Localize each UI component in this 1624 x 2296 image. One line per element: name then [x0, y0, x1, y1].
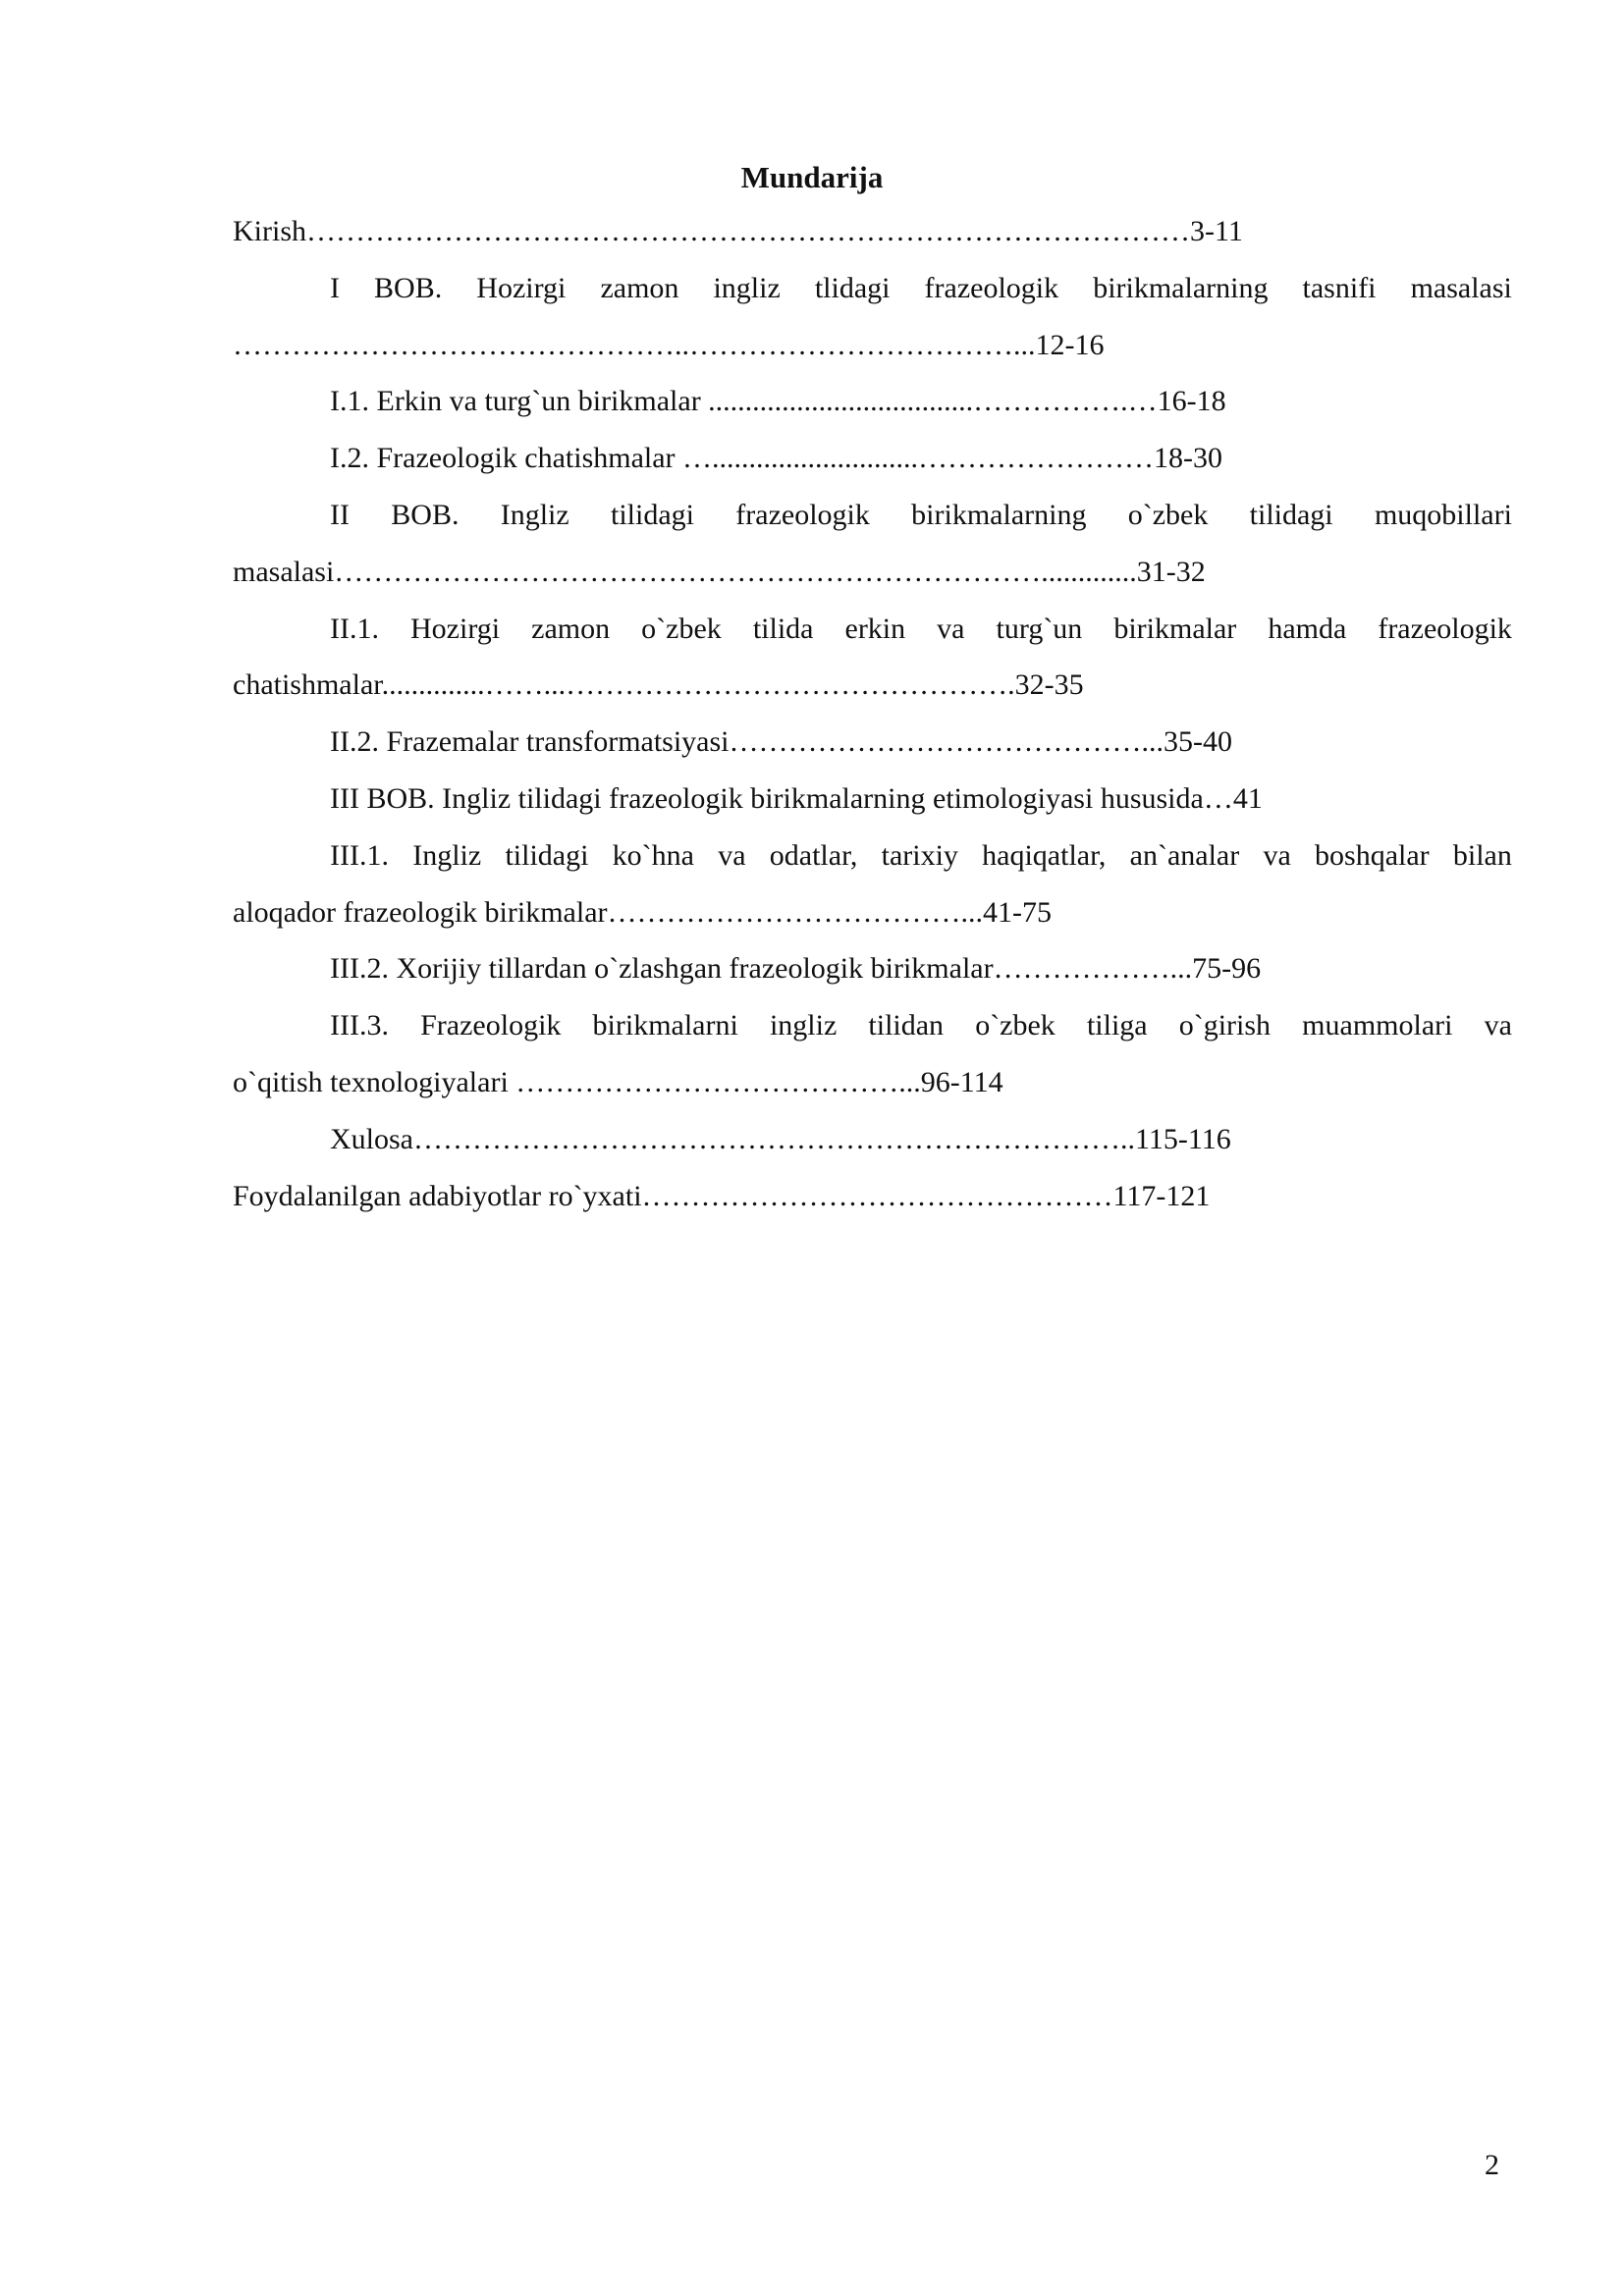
toc-line-xulosa: Xulosa………………………………………………………………..115-116 [330, 1122, 1231, 1155]
toc-line-chapter-1-heading: I BOB. Hozirgi zamon ingliz tlidagi frazeologik birikmalarning tasnifi masalasi [330, 271, 1512, 304]
toc-line-section-1-2: I.2. Frazeologik chatishmalar …............................……………………18-30 [330, 442, 1223, 475]
page-title: Mundarija [740, 160, 884, 194]
toc-line-chapter-2-pages: masalasi……………………………………………………………….............31-32 [233, 555, 1206, 588]
toc-line-kirish: Kirish………………………………………………………………………………3-11 [233, 215, 1243, 247]
toc-line-section-1-1: I.1. Erkin va turg`un birikmalar ....................................…………….…16-18 [330, 385, 1226, 418]
toc-line-section-3-3-pages: o`qitish texnologiyalari …………………………………...96-114 [233, 1065, 1003, 1098]
toc-line-chapter-2-heading: II BOB. Ingliz tilidagi frazeologik birikmalarning o`zbek tilidagi muqobillari [330, 498, 1512, 531]
toc-line-chapter-1-pages: ………………………………………..……………………………...12-16 [233, 328, 1105, 361]
toc-line-section-3-1-pages: aloqador frazeologik birikmalar………………………………...41-75 [233, 895, 1052, 929]
toc-line-section-2-1-heading: II.1. Hozirgi zamon o`zbek tilida erkin va turg`un birikmalar hamda frazeologik [330, 612, 1512, 645]
toc-line-section-2-2: II.2. Frazemalar transformatsiyasi……………………………………...35-40 [330, 725, 1232, 759]
page-number: 2 [1485, 2149, 1499, 2181]
toc-line-section-3-1-heading: III.1. Ingliz tilidagi ko`hna va odatlar, tarixiy haqiqatlar, an`analar va boshqalar bilan [330, 838, 1512, 872]
toc-line-section-3-3-heading: III.3. Frazeologik birikmalarni ingliz tilidan o`zbek tiliga o`girish muammolari va [330, 1009, 1512, 1042]
toc-line-references: Foydalanilgan adabiyotlar ro`yxati…………………………………………117-121 [233, 1179, 1211, 1212]
toc-line-chapter-3: III BOB. Ingliz tilidagi frazeologik birikmalarning etimologiyasi hususida…41 [330, 781, 1263, 815]
toc-line-section-2-1-pages: chatishmalar..............……...……………………………………….32-35 [233, 668, 1084, 702]
table-of-contents [233, 203, 1512, 1224]
toc-line-section-3-2: III.2. Xorijiy tillardan o`zlashgan frazeologik birikmalar………………...75-96 [330, 952, 1262, 986]
